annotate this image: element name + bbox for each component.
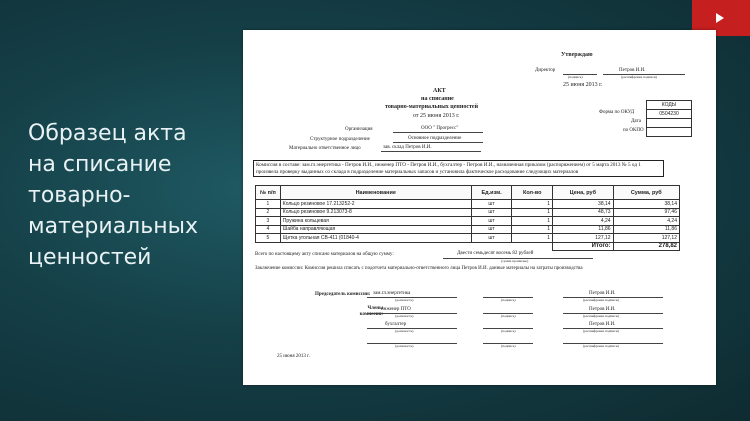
conclusion: Заключение комиссии: Комиссия решила списать с подотчета материально-ответственного лица Петров И.И. данные материалы на затраты производства [255, 266, 583, 271]
member1-name: Петров И.И. [589, 307, 616, 312]
total-value: 278,82 [613, 242, 679, 251]
cell: 127,12 [613, 234, 679, 243]
cell: Щетка угольная СВ-411 (01840-4 [280, 234, 471, 243]
decode-caption: (расшифровка подписи) [583, 298, 619, 302]
approve-date: 25 июня 2013 г. [563, 82, 603, 88]
chair-label: Председатель комиссии: [315, 292, 371, 297]
members-label: Члены комиссии: [359, 306, 383, 317]
director-name: Петров И.И. [619, 68, 646, 73]
commission-text: Комиссия в составе: зам.гл.энергетика - Петров И.И., инженер ПТО - Петров И.И., бухгалтер - Петров И.И., назначенная приказом (распоряжением) от 5 марта 2013 № 5 од 1 произвела проверку выданных со склада в подразделение материальных запасов и установила фактическое расходование следующих материалов [253, 160, 664, 177]
title-line: товарно- [28, 183, 131, 208]
sign-caption: (подпись) [501, 314, 516, 318]
cell: Кольцо резиновое 9.213073-8 [280, 208, 471, 217]
org-value: ООО " Прогресс" [421, 126, 459, 131]
goods-table [255, 185, 680, 251]
cell: 11,86 [553, 225, 613, 234]
sign-caption: (подпись) [501, 329, 516, 333]
member1-pos: инженер ПТО [381, 307, 411, 312]
act-title: АКТ [433, 88, 446, 94]
cell: 4,24 [553, 217, 613, 226]
decode-caption: (расшифровка подписи) [583, 329, 619, 333]
table-row [256, 234, 680, 243]
sign-caption: (подпись) [501, 344, 516, 348]
sum-caption: (сумма прописью) [501, 259, 529, 263]
arrow-icon [716, 13, 724, 23]
table-row [256, 200, 680, 209]
total-label: Итого: [553, 242, 613, 251]
table-row [256, 208, 680, 217]
date-label: Дата [631, 119, 641, 124]
mol-value: зав. склад Петров И.И. [383, 145, 432, 150]
pos-caption: (должность) [395, 314, 414, 318]
sign-caption: (подпись) [501, 298, 516, 302]
decode-caption: (расшифровка подписи) [621, 75, 657, 79]
cell: 97,46 [613, 208, 679, 217]
decode-caption: (расшифровка подписи) [583, 344, 619, 348]
dept-label: Структурное подразделение [310, 137, 370, 142]
act-subtitle-1: на списание [421, 96, 454, 102]
cell: 38,14 [613, 200, 679, 209]
okpo-label: по ОКПО [623, 128, 644, 133]
col-header: Кол-во [512, 186, 553, 200]
chair-pos: зам.гл.энергетика [373, 291, 411, 296]
okud-value: 0504230 [647, 110, 692, 119]
col-header: Ед.изм. [471, 186, 512, 200]
sum-text: Всего по настоящему акту списано материалов на общую сумму: [255, 252, 394, 257]
title-line: материальных [28, 214, 198, 239]
cell: 4,24 [613, 217, 679, 226]
title-line: на списание [28, 152, 172, 177]
slide-title [28, 118, 228, 273]
codes-table [646, 100, 692, 137]
cell: 127,12 [553, 234, 613, 243]
director-label: Директор [535, 68, 556, 73]
cell: 3 [256, 217, 281, 226]
mol-label: Материально ответственное лицо [289, 146, 361, 151]
decode-caption: (расшифровка подписи) [583, 314, 619, 318]
cell: шт [471, 217, 512, 226]
watermark: MyShared [574, 360, 678, 384]
title-line: ценностей [28, 245, 152, 270]
cell: Кольцо резиновое 17.213252-2 [280, 200, 471, 209]
cell: 2 [256, 208, 281, 217]
cell: шт [471, 234, 512, 243]
chair-name: Петров И.И. [589, 291, 616, 296]
sign-caption: (подпись) [568, 75, 583, 79]
pos-caption: (должность) [395, 344, 414, 348]
org-label: Организация [345, 127, 373, 132]
cell: шт [471, 208, 512, 217]
cell: 1 [512, 225, 553, 234]
act-date: от 25 июня 2013 г. [413, 113, 460, 119]
cell: Пружина кольцевая [280, 217, 471, 226]
cell: 1 [512, 217, 553, 226]
pos-caption: (должность) [395, 329, 414, 333]
codes-header: КОДЫ [647, 101, 692, 110]
sum-words: Двести семьдесят восемь 82 рублей [457, 251, 534, 256]
member2-pos: бухгалтер [385, 322, 407, 327]
cell: 1 [512, 234, 553, 243]
cell: 1 [512, 200, 553, 209]
cell: шт [471, 225, 512, 234]
cell: 11,86 [613, 225, 679, 234]
cell: 5 [256, 234, 281, 243]
table-row [256, 225, 680, 234]
cell: 38,14 [553, 200, 613, 209]
cell: 1 [512, 208, 553, 217]
col-header: Сумма, руб [613, 186, 679, 200]
table-row [256, 217, 680, 226]
okud-label: Форма по ОКУД [599, 110, 635, 115]
title-line: Образец акта [28, 121, 187, 146]
bottom-date: 25 июня 2013 г. [277, 354, 310, 359]
cell: Шайба направляющая [280, 225, 471, 234]
cell: 1 [256, 200, 281, 209]
col-header: Цена, руб [553, 186, 613, 200]
member2-name: Петров И.И. [589, 322, 616, 327]
act-subtitle-2: товарно-материальных ценностей [385, 104, 479, 110]
col-header: № п/п [256, 186, 281, 200]
col-header: Наименование [280, 186, 471, 200]
cell: шт [471, 200, 512, 209]
act-document [243, 30, 716, 385]
approve-heading: Утверждаю [561, 52, 593, 58]
cell: 4 [256, 225, 281, 234]
cell: 48,73 [553, 208, 613, 217]
dept-value: Основное подразделение [408, 136, 462, 141]
pos-caption: (должность) [395, 298, 414, 302]
total-row [256, 242, 680, 251]
